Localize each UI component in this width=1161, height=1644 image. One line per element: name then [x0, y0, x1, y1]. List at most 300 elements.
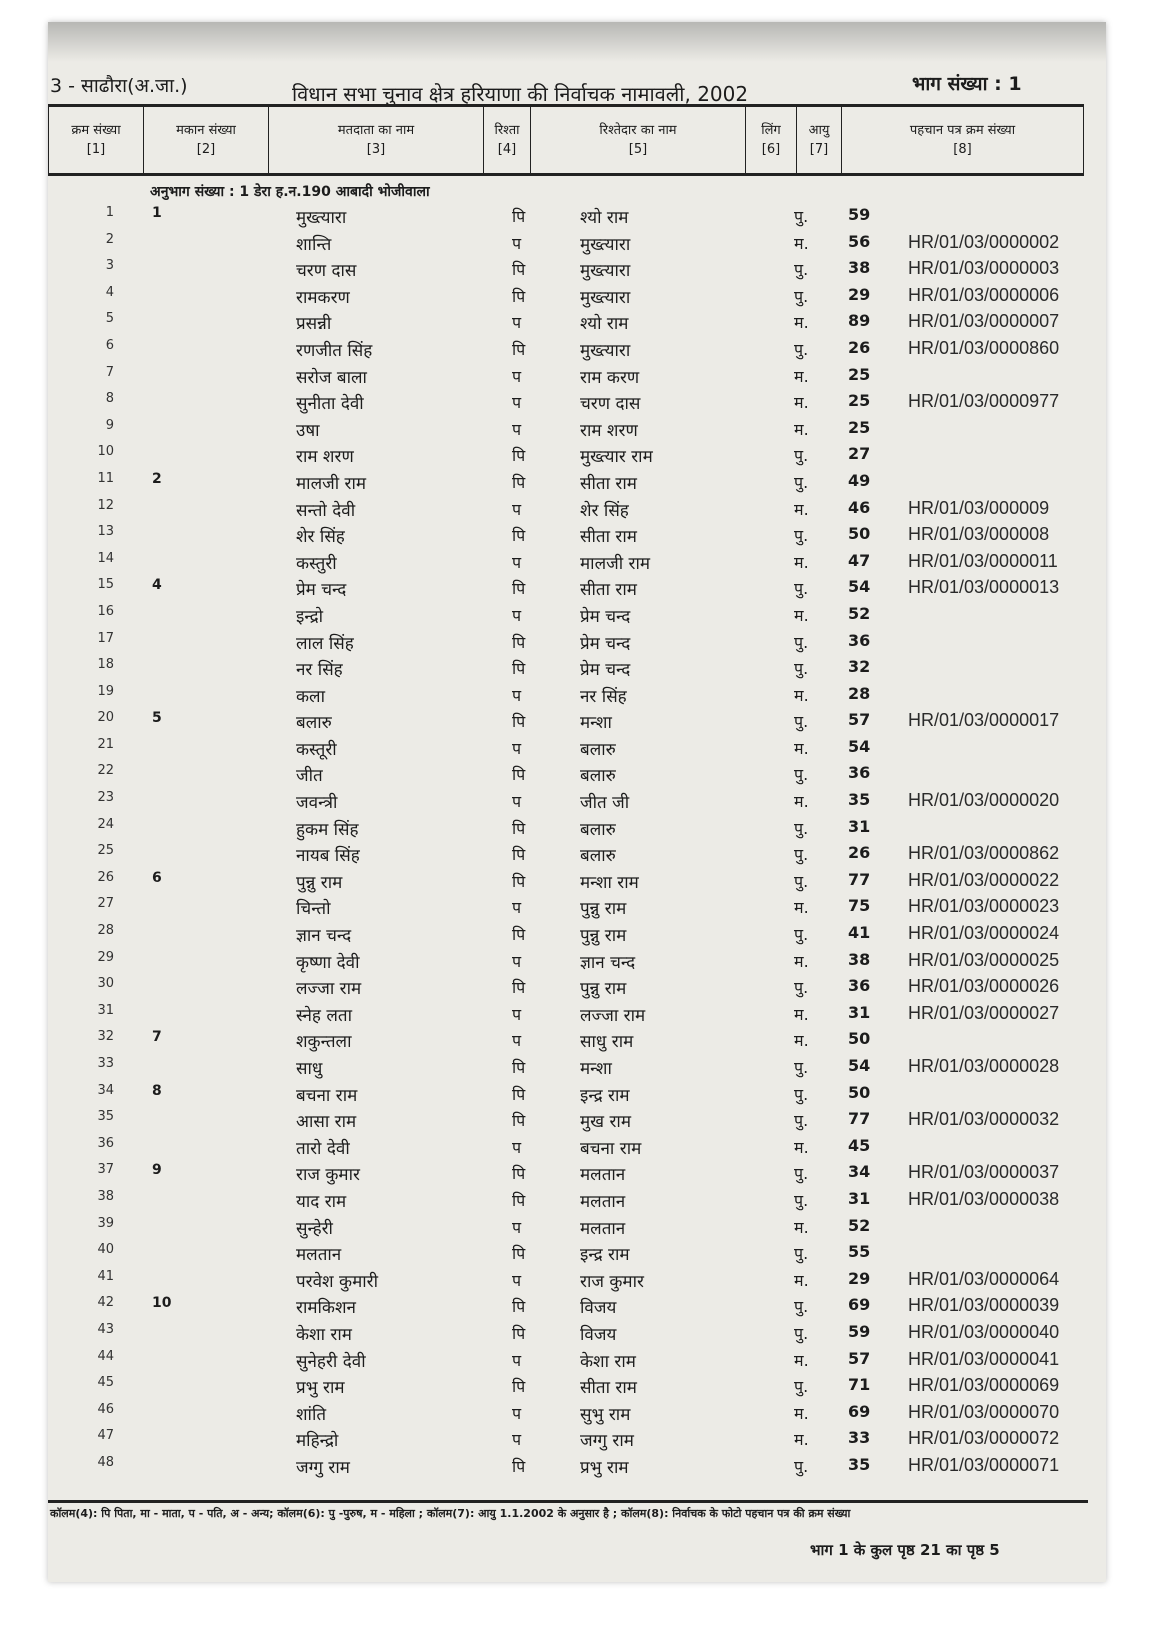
- id-card-number: HR/01/03/0000860: [908, 337, 1060, 358]
- relative-name: श्यो राम: [580, 314, 629, 335]
- table-row: [0, 547, 1161, 574]
- age: 71: [848, 1375, 871, 1395]
- sex: पु.: [794, 1084, 809, 1104]
- relative-name: प्रेम चन्द: [580, 606, 631, 627]
- table-row: [0, 813, 1161, 840]
- serial-number: 46: [97, 1401, 114, 1417]
- elector-name: केशा राम: [296, 1324, 352, 1345]
- serial-number: 19: [97, 683, 114, 699]
- relation-type: पि: [512, 1323, 526, 1343]
- relative-name: बलारु: [580, 739, 616, 760]
- serial-number: 23: [97, 790, 114, 806]
- id-card-number: HR/01/03/0000038: [908, 1188, 1060, 1209]
- table-row: [0, 494, 1161, 521]
- id-card-number: HR/01/03/0000003: [908, 258, 1060, 279]
- sex: म.: [794, 1430, 809, 1450]
- relation-type: पि: [512, 845, 526, 865]
- age: 35: [848, 1454, 871, 1474]
- age: 36: [848, 976, 871, 996]
- table-row: [0, 1424, 1161, 1451]
- relative-name: सुभु राम: [580, 1404, 631, 1425]
- sex: म.: [794, 419, 809, 439]
- sex: पु.: [794, 1297, 809, 1317]
- age: 89: [848, 311, 871, 331]
- age: 49: [848, 470, 871, 490]
- elector-name: सुनीता देवी: [296, 394, 364, 415]
- elector-name: चिन्तो: [296, 899, 331, 920]
- serial-number: 22: [97, 763, 114, 779]
- relation-type: पि: [512, 712, 526, 732]
- elector-name: कला: [296, 686, 325, 707]
- constituency-label: 3 - साढौरा(अ.जा.): [50, 75, 188, 97]
- age: 59: [848, 205, 871, 224]
- id-card-number: HR/01/03/0000070: [908, 1401, 1060, 1422]
- relation-type: प: [512, 1217, 522, 1237]
- serial-number: 10: [97, 444, 114, 460]
- serial-number: 43: [97, 1321, 114, 1337]
- sex: पु.: [794, 1244, 809, 1264]
- relation-type: पि: [512, 339, 526, 359]
- relative-name: मुख्त्यारा: [580, 340, 631, 361]
- id-card-number: HR/01/03/0000041: [908, 1348, 1060, 1369]
- age: 36: [848, 630, 871, 650]
- serial-number: 35: [97, 1109, 114, 1125]
- relation-type: पि: [512, 1456, 526, 1476]
- table-row: [0, 1132, 1161, 1159]
- relation-type: पि: [512, 871, 526, 891]
- sex: पु.: [794, 446, 809, 466]
- sex: पु.: [794, 339, 809, 359]
- serial-number: 3: [105, 258, 114, 274]
- elector-name: परवेश कुमारी: [296, 1271, 379, 1292]
- elector-name: राम शरण: [296, 447, 354, 468]
- elector-name: प्रभु राम: [296, 1378, 345, 1399]
- age: 31: [848, 816, 871, 836]
- relative-name: बलारु: [580, 766, 616, 787]
- serial-number: 29: [97, 949, 114, 965]
- age: 59: [848, 1321, 871, 1341]
- relative-name: ज्ञान चन्द: [580, 952, 636, 973]
- age: 32: [848, 657, 871, 677]
- sex: म.: [794, 898, 809, 918]
- column-header-table: [48, 104, 1084, 176]
- footer-divider: [48, 1500, 1088, 1503]
- col-header-elector-name: मतदाता का नाम [3]: [269, 106, 484, 175]
- age: 45: [848, 1135, 871, 1155]
- age: 26: [848, 843, 871, 863]
- sex: पु.: [794, 1323, 809, 1343]
- relation-type: प: [512, 1270, 522, 1290]
- elector-name: स्नेह लता: [296, 1005, 352, 1026]
- relative-name: राम शरण: [580, 420, 638, 441]
- table-row: [0, 1105, 1161, 1132]
- serial-number: 8: [105, 391, 114, 407]
- age: 55: [848, 1242, 871, 1262]
- sex: पु.: [794, 472, 809, 492]
- table-row: [0, 1185, 1161, 1212]
- age: 69: [848, 1295, 871, 1315]
- relative-name: नर सिंह: [580, 686, 627, 707]
- elector-name: बचना राम: [296, 1085, 358, 1106]
- sex: पु.: [794, 1111, 809, 1131]
- relative-name: प्रेम चन्द: [580, 633, 631, 654]
- relative-name: मालजी राम: [580, 553, 651, 574]
- elector-name: इन्द्रो: [296, 606, 324, 627]
- elector-name: सन्तो देवी: [296, 500, 356, 521]
- sex: पु.: [794, 260, 809, 280]
- relation-type: पि: [512, 1377, 526, 1397]
- col-header-house: मकान संख्या [2]: [144, 106, 269, 175]
- elector-name: उषा: [296, 420, 320, 441]
- age: 50: [848, 1029, 871, 1049]
- age: 25: [848, 417, 871, 437]
- house-number: 5: [152, 710, 162, 727]
- house-number: 8: [152, 1082, 162, 1099]
- relation-type: पि: [512, 579, 526, 599]
- relative-name: मन्शा: [580, 1059, 612, 1079]
- col-header-serial: क्रम संख्या [1]: [49, 106, 144, 175]
- house-number: 6: [152, 869, 162, 886]
- relative-name: मन्शा राम: [580, 872, 639, 893]
- age: 52: [848, 1215, 871, 1235]
- id-card-number: HR/01/03/0000072: [908, 1428, 1060, 1449]
- id-card-number: HR/01/03/0000006: [908, 284, 1060, 305]
- relation-type: प: [512, 1137, 522, 1157]
- table-row: [0, 387, 1161, 414]
- age: 75: [848, 896, 871, 916]
- relative-name: मलतान: [580, 1218, 626, 1239]
- serial-number: 38: [97, 1188, 114, 1204]
- serial-number: 6: [105, 337, 114, 353]
- sex: म.: [794, 1004, 809, 1024]
- relation-type: प: [512, 738, 522, 758]
- sex: म.: [794, 1350, 809, 1370]
- relation-type: पि: [512, 286, 526, 306]
- serial-number: 30: [97, 976, 114, 992]
- serial-number: 26: [97, 869, 114, 885]
- elector-name: रामकिशन: [296, 1298, 356, 1319]
- relation-type: पि: [512, 472, 526, 492]
- sex: पु.: [794, 925, 809, 945]
- relation-type: प: [512, 792, 522, 812]
- col-header-sex: लिंग [6]: [746, 106, 797, 175]
- serial-number: 20: [97, 710, 114, 726]
- age: 54: [848, 736, 871, 756]
- relation-type: पि: [512, 526, 526, 546]
- sex: म.: [794, 792, 809, 812]
- sex: म.: [794, 1217, 809, 1237]
- id-card-number: HR/01/03/0000023: [908, 896, 1060, 917]
- relative-name: मुख्त्यारा: [580, 261, 631, 282]
- id-card-number: HR/01/03/0000977: [908, 391, 1060, 412]
- relative-name: प्रभु राम: [580, 1457, 629, 1478]
- serial-number: 45: [97, 1375, 114, 1391]
- sex: म.: [794, 1137, 809, 1157]
- sex: म.: [794, 738, 809, 758]
- sex: म.: [794, 605, 809, 625]
- age: 38: [848, 949, 871, 969]
- elector-name: शान्ति: [296, 234, 332, 255]
- relative-name: विजय: [580, 1298, 617, 1319]
- serial-number: 11: [97, 470, 114, 486]
- sex: पु.: [794, 632, 809, 652]
- relation-type: प: [512, 685, 522, 705]
- elector-name: राज कुमार: [296, 1165, 360, 1186]
- elector-name: रामकरण: [296, 287, 350, 308]
- age: 25: [848, 364, 871, 384]
- relative-name: साधु राम: [580, 1032, 634, 1053]
- elector-name: बलारु: [296, 713, 332, 734]
- elector-name: सुनेहरी देवी: [296, 1351, 366, 1372]
- age: 77: [848, 869, 871, 889]
- age: 50: [848, 524, 871, 544]
- serial-number: 25: [97, 843, 114, 859]
- sex: पु.: [794, 1058, 809, 1077]
- relation-type: पि: [512, 260, 526, 280]
- col-header-relation: रिश्ता [4]: [484, 106, 531, 175]
- table-row: [0, 706, 1161, 733]
- id-card-number: HR/01/03/0000039: [908, 1295, 1060, 1316]
- age: 46: [848, 497, 871, 517]
- relation-type: प: [512, 605, 522, 625]
- sex: पु.: [794, 659, 809, 679]
- relative-name: मलतान: [580, 1165, 626, 1186]
- relation-type: प: [512, 1403, 522, 1423]
- table-row: [0, 1079, 1161, 1106]
- relative-name: बलारु: [580, 846, 616, 867]
- elector-name: कस्तूरी: [296, 739, 337, 760]
- house-number: 2: [152, 470, 162, 487]
- serial-number: 41: [97, 1268, 114, 1284]
- elector-name: शांति: [296, 1404, 327, 1425]
- table-row: [0, 573, 1161, 600]
- relation-type: प: [512, 951, 522, 971]
- relation-type: पि: [512, 446, 526, 466]
- sex: पु.: [794, 526, 809, 546]
- relative-name: केशा राम: [580, 1351, 636, 1372]
- age: 28: [848, 683, 871, 703]
- relative-name: मलतान: [580, 1191, 626, 1212]
- relation-type: पि: [512, 632, 526, 652]
- relation-type: प: [512, 1004, 522, 1024]
- relative-name: इन्द्र राम: [580, 1245, 630, 1266]
- relative-name: राज कुमार: [580, 1271, 644, 1292]
- relative-name: मुख्त्यारा: [580, 234, 631, 255]
- sex: पु.: [794, 765, 809, 785]
- serial-number: 12: [97, 497, 114, 513]
- table-row: [0, 972, 1161, 999]
- col-header-id-card: पहचान पत्र क्रम संख्या [8]: [842, 106, 1084, 175]
- column-legend-note: कॉलम(4): पि पिता, मा - माता, प - पति, अ - अन्य; कॉलम(6): पु -पुरुष, म - महिला ; कॉलम(7): आयु 1.1.2002 के अनुसार है ; कॉलम(8): निर्वाचक के फोटो पहचान पत्र की क्रम संख्या: [50, 1507, 851, 1520]
- table-row: [0, 1052, 1161, 1079]
- sex: म.: [794, 1403, 809, 1423]
- sex: पु.: [794, 1164, 809, 1184]
- table-row: [0, 653, 1161, 680]
- elector-name: जग्गु राम: [296, 1457, 350, 1478]
- table-row: [0, 1158, 1161, 1185]
- house-number: 1: [152, 205, 162, 221]
- sex: म.: [794, 233, 809, 253]
- age: 36: [848, 763, 871, 783]
- relation-type: पि: [512, 978, 526, 998]
- age: 25: [848, 391, 871, 411]
- sex: म.: [794, 366, 809, 386]
- table-row: [0, 1291, 1161, 1318]
- table-row: [0, 281, 1161, 308]
- elector-name: नर सिंह: [296, 660, 343, 681]
- table-row: [0, 520, 1161, 547]
- table-row: [0, 786, 1161, 813]
- serial-number: 24: [97, 816, 114, 832]
- id-card-number: HR/01/03/0000064: [908, 1268, 1060, 1289]
- table-row: [0, 1371, 1161, 1398]
- table-row: [0, 919, 1161, 946]
- relation-type: प: [512, 233, 522, 253]
- relative-name: श्यो राम: [580, 208, 629, 228]
- table-row: [0, 1238, 1161, 1265]
- serial-number: 33: [97, 1056, 114, 1071]
- sex: म.: [794, 499, 809, 519]
- relative-name: बलारु: [580, 819, 616, 840]
- relation-type: पि: [512, 925, 526, 945]
- relative-name: इन्द्र राम: [580, 1085, 630, 1106]
- id-card-number: HR/01/03/0000069: [908, 1375, 1060, 1396]
- relative-name: चरण दास: [580, 394, 641, 415]
- page-number: भाग 1 के कुल पृष्ठ 21 का पृष्ठ 5: [810, 1541, 1000, 1559]
- relative-name: सीता राम: [580, 473, 637, 494]
- age: 26: [848, 337, 871, 357]
- table-row: [0, 1318, 1161, 1345]
- sex: म.: [794, 685, 809, 705]
- table-row: [0, 334, 1161, 361]
- table-row: [0, 999, 1161, 1026]
- age: 56: [848, 231, 871, 251]
- age: 77: [848, 1109, 871, 1129]
- table-row: [0, 467, 1161, 494]
- elector-name: कस्तुरी: [296, 553, 337, 574]
- age: 27: [848, 444, 871, 464]
- table-row: [0, 627, 1161, 654]
- table-row: [0, 680, 1161, 707]
- id-card-number: HR/01/03/0000862: [908, 843, 1060, 864]
- relative-name: जग्गु राम: [580, 1431, 634, 1452]
- elector-name: मालजी राम: [296, 473, 367, 494]
- relative-name: विजय: [580, 1324, 617, 1345]
- serial-number: 48: [97, 1454, 114, 1470]
- sex: पु.: [794, 286, 809, 306]
- id-card-number: HR/01/03/000009: [908, 497, 1050, 518]
- serial-number: 36: [97, 1135, 114, 1151]
- age: 54: [848, 1056, 871, 1075]
- id-card-number: HR/01/03/0000032: [908, 1109, 1060, 1130]
- elector-name: हुकम सिंह: [296, 819, 359, 840]
- serial-number: 17: [97, 630, 114, 646]
- age: 57: [848, 1348, 871, 1368]
- relation-type: प: [512, 366, 522, 386]
- relation-type: पि: [512, 1297, 526, 1317]
- serial-number: 31: [97, 1002, 114, 1018]
- id-card-number: HR/01/03/0000028: [908, 1056, 1060, 1076]
- elector-name: प्रसन्नी: [296, 314, 332, 335]
- relation-type: पि: [512, 1244, 526, 1264]
- table-row: [0, 1212, 1161, 1239]
- sex: पु.: [794, 871, 809, 891]
- serial-number: 2: [105, 231, 114, 247]
- relative-name: प्रेम चन्द: [580, 660, 631, 681]
- age: 47: [848, 550, 871, 570]
- table-row: [0, 839, 1161, 866]
- serial-number: 18: [97, 657, 114, 673]
- serial-number: 9: [105, 417, 114, 433]
- relative-name: पुन्नु राम: [580, 899, 627, 920]
- table-row: [0, 201, 1161, 228]
- serial-number: 27: [97, 896, 114, 912]
- serial-number: 44: [97, 1348, 114, 1364]
- relative-name: पुन्नु राम: [580, 979, 627, 1000]
- sex: पु.: [794, 579, 809, 599]
- house-number: 4: [152, 577, 162, 594]
- sex: पु.: [794, 712, 809, 732]
- age: 35: [848, 790, 871, 810]
- house-number: 9: [152, 1162, 162, 1179]
- serial-number: 37: [97, 1162, 114, 1178]
- sex: म.: [794, 313, 809, 333]
- serial-number: 1: [105, 205, 114, 220]
- age: 34: [848, 1162, 871, 1182]
- id-card-number: HR/01/03/0000025: [908, 949, 1060, 970]
- id-card-number: HR/01/03/0000071: [908, 1454, 1060, 1475]
- sex: पु.: [794, 1190, 809, 1210]
- relative-name: लज्जा राम: [580, 1005, 646, 1026]
- table-row: [0, 759, 1161, 786]
- table-row: [0, 866, 1161, 893]
- table-row: [0, 1345, 1161, 1372]
- elector-name: नायब सिंह: [296, 846, 360, 867]
- relation-type: पि: [512, 1084, 526, 1104]
- age: 41: [848, 923, 871, 943]
- relative-name: पुन्नु राम: [580, 926, 627, 947]
- elector-list: [0, 201, 1161, 1478]
- relation-type: पि: [512, 818, 526, 838]
- elector-name: मुख्त्यारा: [296, 208, 347, 228]
- table-row: [0, 892, 1161, 919]
- section-heading: अनुभाग संख्या : 1 डेरा ह.न.190 आबादी भोजीवाला: [150, 184, 430, 200]
- house-number: 10: [152, 1295, 172, 1312]
- elector-name: आसा राम: [296, 1112, 357, 1133]
- age: 52: [848, 603, 871, 623]
- id-card-number: HR/01/03/0000037: [908, 1162, 1060, 1183]
- serial-number: 4: [105, 284, 114, 300]
- id-card-number: HR/01/03/0000024: [908, 923, 1060, 944]
- table-row: [0, 1451, 1161, 1478]
- relative-name: मुख्त्यार राम: [580, 447, 653, 468]
- serial-number: 39: [97, 1215, 114, 1231]
- elector-name: जीत: [296, 766, 323, 787]
- elector-name: सरोज बाला: [296, 367, 367, 388]
- table-row: [0, 946, 1161, 973]
- elector-name: कृष्णा देवी: [296, 952, 360, 973]
- serial-number: 21: [97, 736, 114, 752]
- table-row: [0, 733, 1161, 760]
- table-row: [0, 228, 1161, 255]
- house-number: 7: [152, 1029, 162, 1046]
- table-row: [0, 307, 1161, 334]
- relation-type: प: [512, 419, 522, 439]
- sex: म.: [794, 393, 809, 413]
- relative-name: सीता राम: [580, 580, 637, 601]
- age: 54: [848, 577, 871, 597]
- serial-number: 34: [97, 1082, 114, 1098]
